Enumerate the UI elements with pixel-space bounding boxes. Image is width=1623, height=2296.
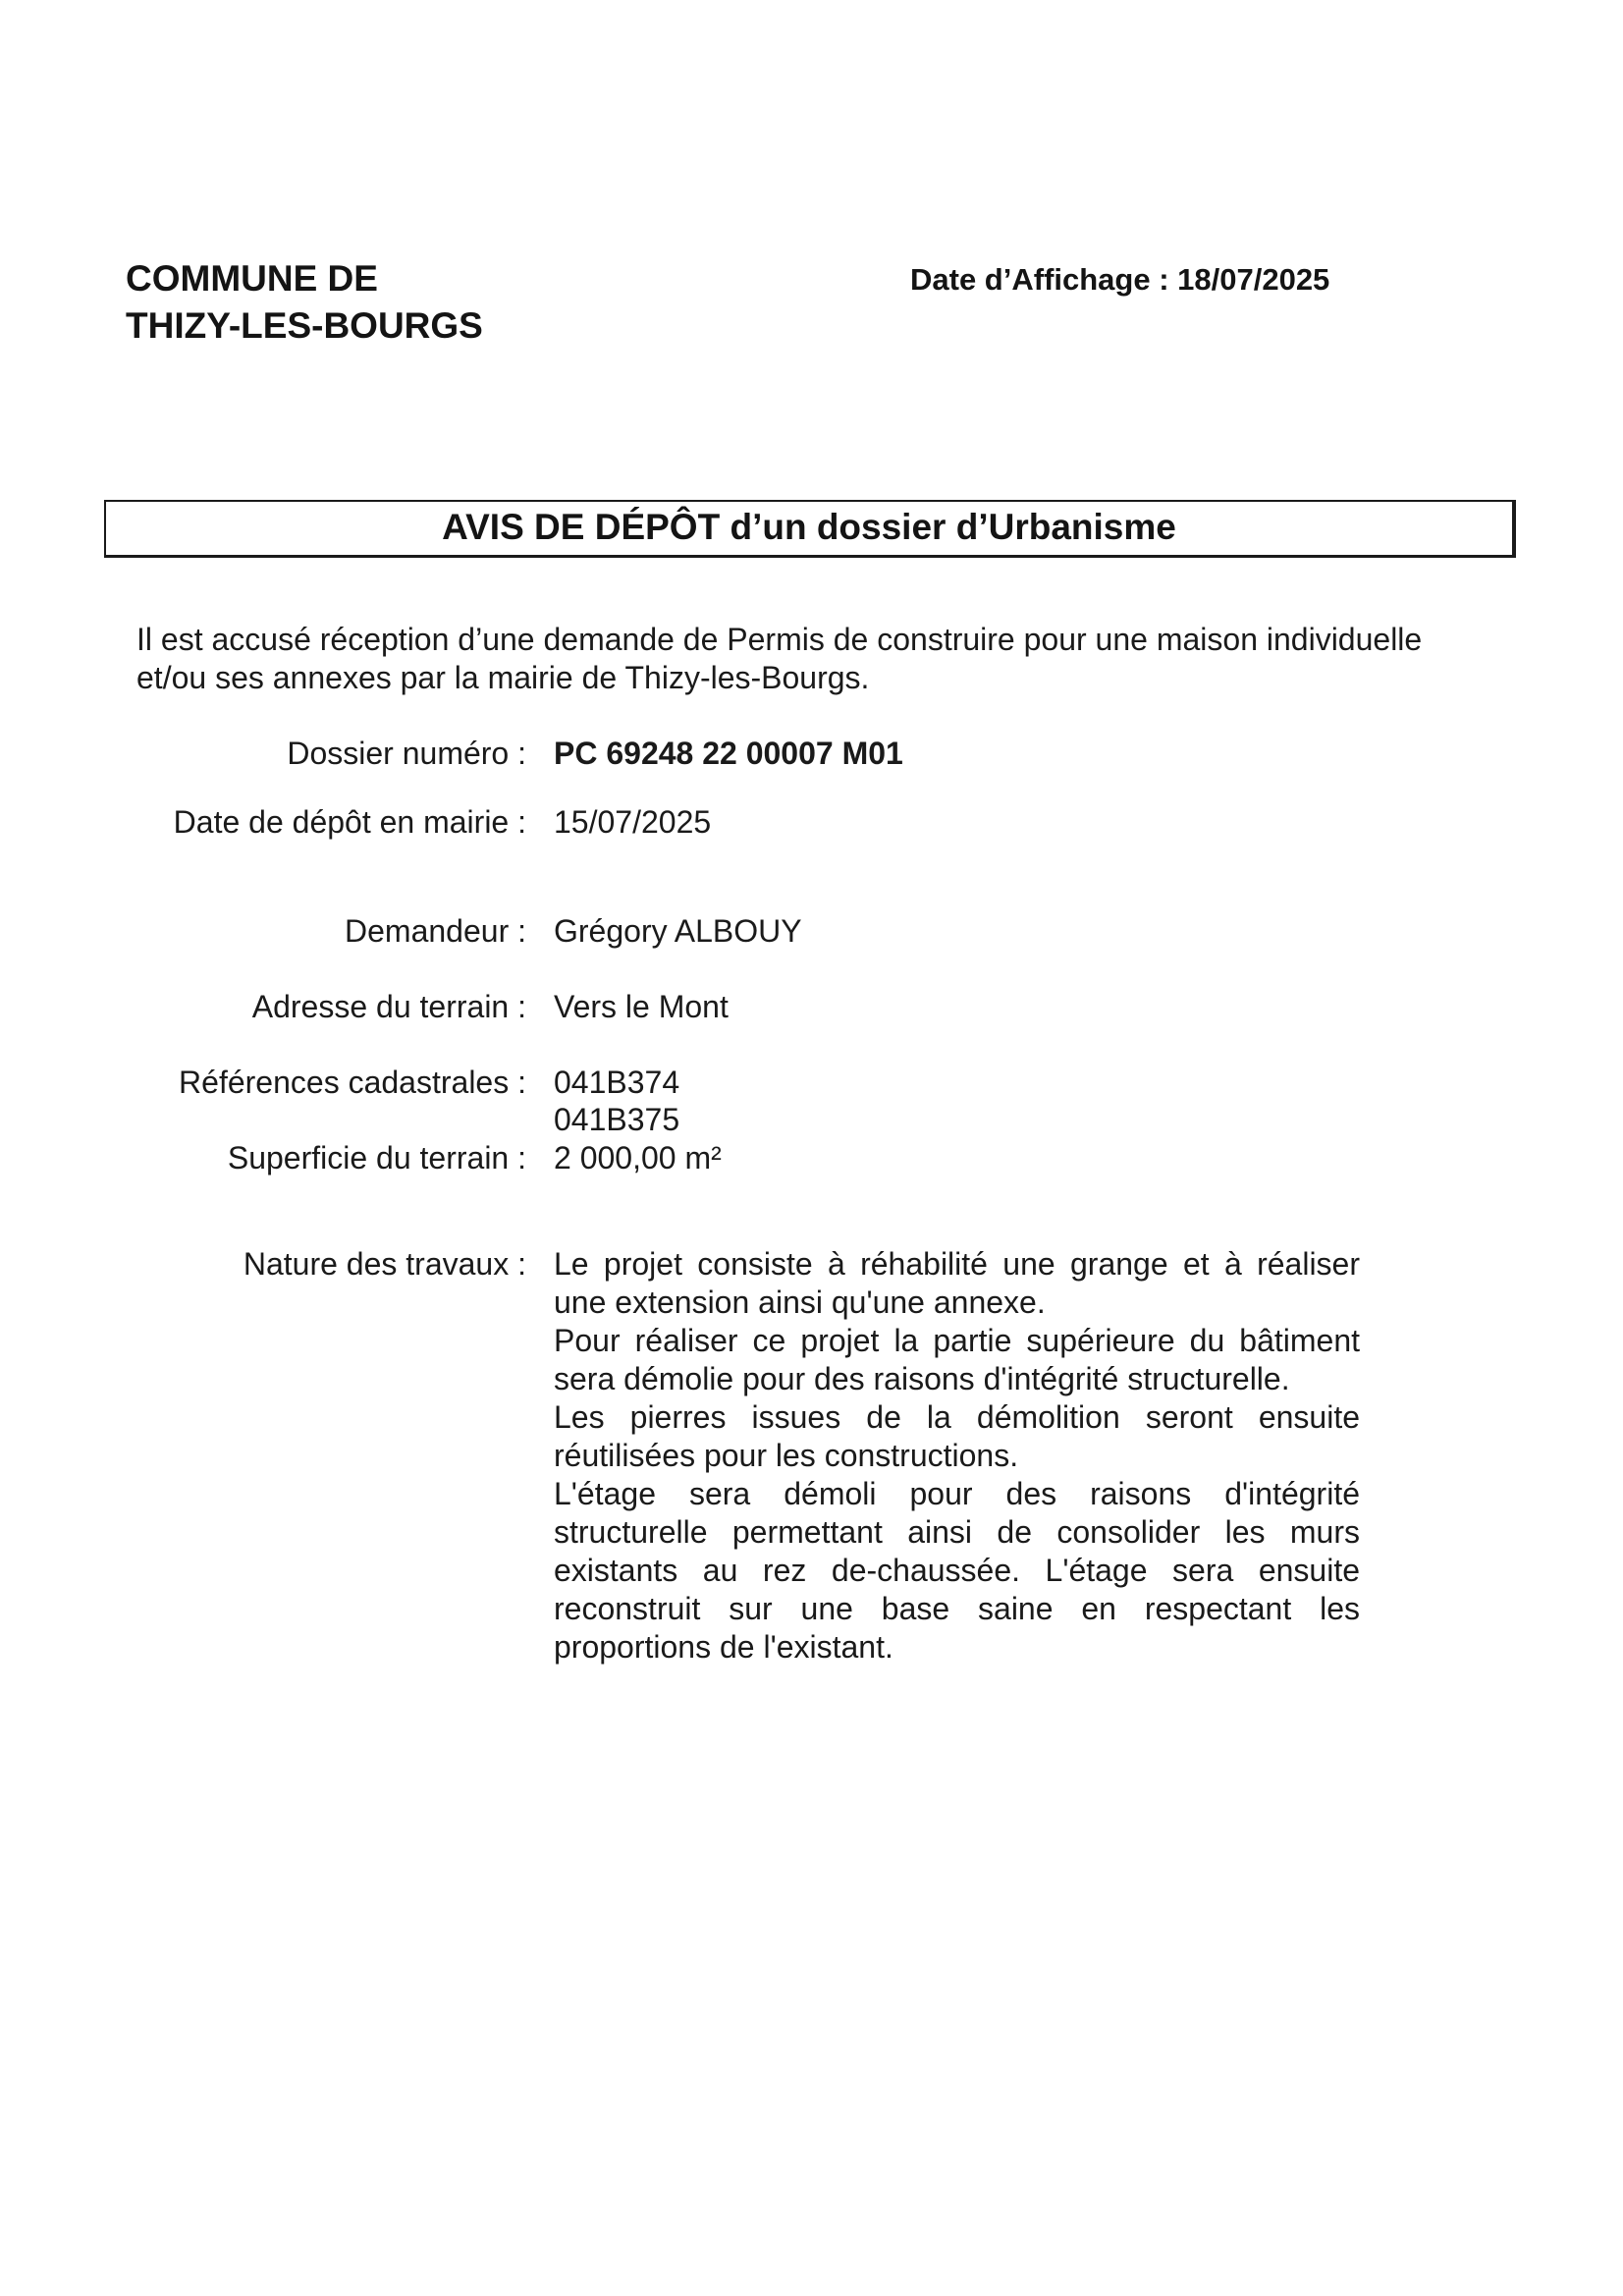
nature-description [554, 1245, 1360, 1667]
commune-line-1: COMMUNE DE [126, 258, 378, 299]
field-label: Date de dépôt en mairie : [173, 804, 526, 840]
nature-paragraph: Le projet consiste à réhabilité une grange et à réaliser une extension ainsi qu'une annexe. [554, 1246, 1360, 1320]
field-label: Dossier numéro : [287, 736, 526, 771]
nature-paragraph: Pour réaliser ce projet la partie supérieure du bâtiment sera démolie pour des raisons d'intégrité structurelle. [554, 1323, 1360, 1396]
intro-paragraph: Il est accusé réception d’une demande de Permis de construire pour une maison individuelle et/ou ses annexes par la mairie de Thizy-les-Bourgs. [136, 622, 1423, 695]
notice-title-box [104, 500, 1516, 558]
field-label: Références cadastrales : [179, 1065, 526, 1100]
field-label: Superficie du terrain : [227, 1140, 526, 1175]
reference-value: 041B375 [554, 1102, 680, 1137]
superficie-value: 2 000,00 m² [554, 1140, 722, 1175]
field-label: Demandeur : [345, 913, 526, 949]
commune-name [126, 255, 483, 350]
nature-paragraph: L'étage sera démoli pour des raisons d'intégrité structurelle permettant ainsi de consolider les murs existants au rez de-chaussée. L'étage sera ensuite reconstruit sur une base saine en respectant les proportions de l'existant. [554, 1476, 1360, 1665]
commune-line-2: THIZY-LES-BOURGS [126, 305, 483, 346]
field-label: Nature des travaux : [243, 1246, 526, 1282]
nature-paragraph: Les pierres issues de la démolition seront ensuite réutilisées pour les constructions. [554, 1399, 1360, 1473]
field-label: Adresse du terrain : [251, 989, 526, 1024]
dossier-number: PC 69248 22 00007 M01 [554, 736, 903, 771]
notice-title: AVIS DE DÉPÔT d’un dossier d’Urbanisme [442, 507, 1176, 547]
date-depot-value: 15/07/2025 [554, 804, 712, 840]
adresse-value: Vers le Mont [554, 989, 729, 1024]
date-affichage: Date d’Affichage : 18/07/2025 [910, 262, 1330, 297]
reference-value: 041B374 [554, 1065, 680, 1100]
demandeur-value: Grégory ALBOUY [554, 913, 802, 949]
